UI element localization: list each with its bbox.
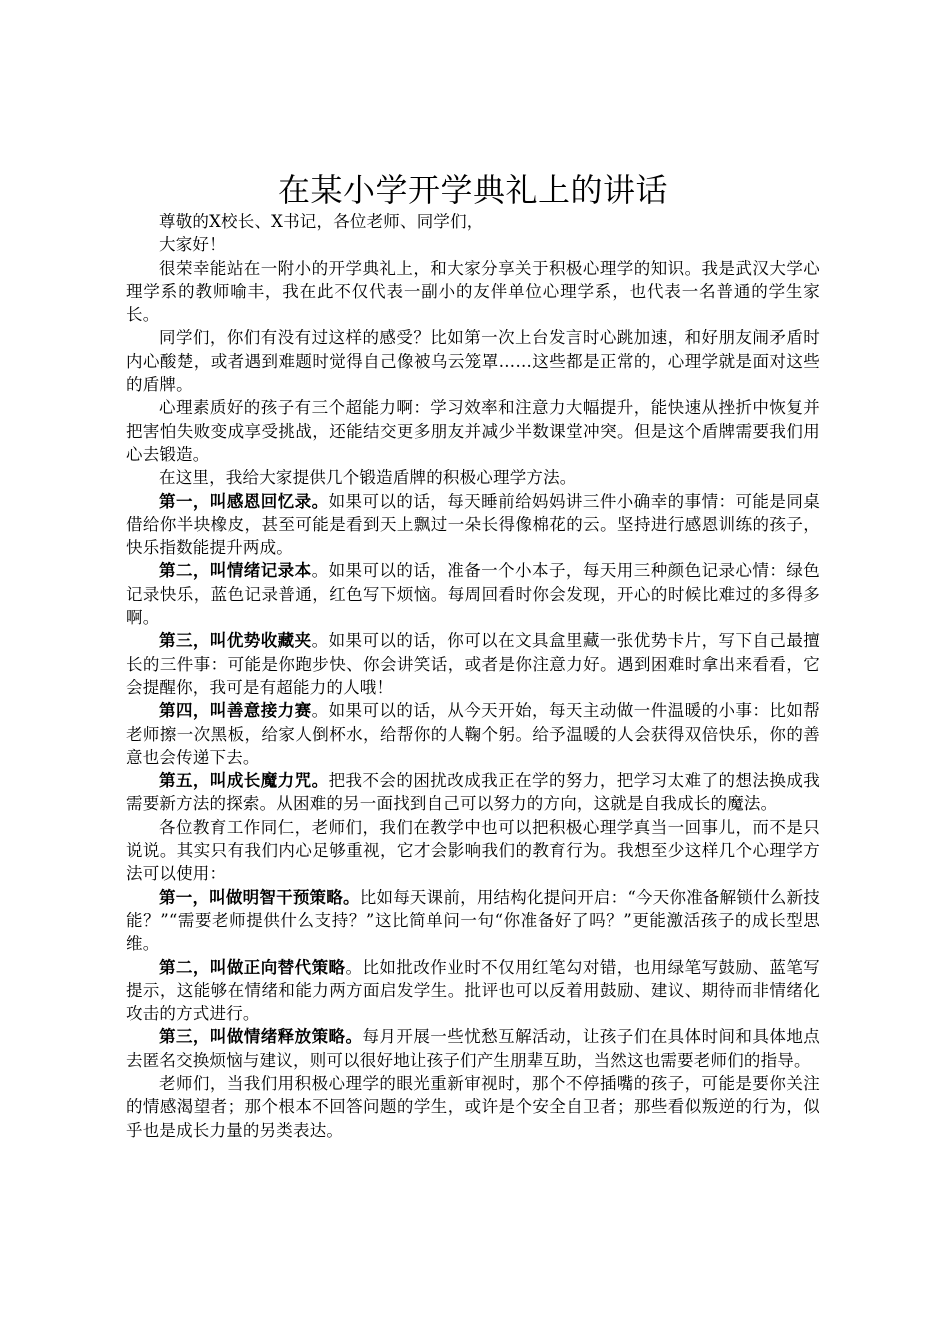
method-heading: 第三，叫优势收藏夹 — [159, 631, 312, 651]
method-text: 。如果可以的话，从今天开始，每天主动做一件温暖的小事：比如帮老师擦一次黑板，给家人倒杯水，给帮你的人鞠个躬。给予温暖的人会获得双倍快乐，你的善意也会传递下去。 — [126, 701, 821, 767]
method-text: 。如果可以的话，你可以在文具盒里藏一张优势卡片，写下自己最擅长的三件事：可能是你跑步快、你会讲笑话，或者是你注意力好。遇到困难时拿出来看看，它会提醒你，我可是有超能力的人哦！ — [126, 631, 821, 697]
strategy-text: 比如每天课前，用结构化提问开启：“今天你准备解锁什么新技能？”“需要老师提供什么支持？”这比简单问一句“你准备好了吗？”更能激活孩子的成长型思维。 — [126, 887, 820, 954]
document-title: 在某小学开学典礼上的讲话 — [277, 171, 668, 209]
method-text: 如果可以的话，每天睡前给妈妈讲三件小确幸的事情：可能是同桌借给你半块橡皮，甚至可能是看到天上飘过一朵长得像棉花的云。坚持进行感恩训练的孩子，快乐指数能提升两成。 — [126, 491, 821, 558]
teachers-intro-paragraph: 各位教育工作同仁，老师们，我们在教学中也可以把积极心理学真当一回事儿，而不是只说说。其实只有我们内心足够重视，它才会影响我们的教育行为。我想至少这样几个心理学方法可以使用： — [126, 817, 820, 884]
teacher-strategy-2 — [126, 956, 820, 1026]
salutation: 尊敬的X校长、X书记，各位老师、同学们， — [159, 212, 484, 231]
student-method-1 — [126, 490, 820, 560]
method-heading: 第一，叫感恩回忆录。 — [159, 491, 329, 511]
strategy-heading: 第三，叫做情绪释放策略。 — [159, 1027, 363, 1047]
strategy-text: 每月开展一些忧愁互解活动，让孩子们在具体时间和具体地点去匿名交换烦恼与建议，则可以很好地让孩子们产生朋辈互助，当然这也需要老师们的指导。 — [126, 1027, 820, 1070]
method-text: 。如果可以的话，准备一个小本子，每天用三种颜色记录心情：绿色记录快乐，蓝色记录普通，红色写下烦恼。每周回看时你会发现，开心的时候比难过的多得多啊。 — [126, 561, 821, 628]
superpower-paragraph: 心理素质好的孩子有三个超能力啊：学习效率和注意力大幅提升，能快速从挫折中恢复并把害怕失败变成享受挑战，还能结交更多朋友并减少半数课堂冲突。但是这个盾牌需要我们用心去锻造。 — [126, 398, 820, 464]
student-method-4 — [126, 699, 820, 769]
feelings-paragraph: 同学们，你们有没有过这样的感受？比如第一次上台发言时心跳加速，和好朋友闹矛盾时内心酸楚，或者遇到难题时觉得自己像被乌云笼罩……这些都是正常的，心理学就是面对这些的盾牌。 — [126, 328, 820, 395]
method-text: 把我不会的困扰改成我正在学的努力，把学习太难了的想法换成我需要新方法的探索。从困难的另一面找到自己可以努力的方向，这就是自我成长的魔法。 — [126, 771, 821, 814]
teacher-strategy-3 — [126, 1025, 820, 1072]
method-heading: 第五，叫成长魔力咒。 — [159, 771, 329, 791]
student-method-2 — [126, 559, 820, 629]
strategy-heading: 第二，叫做正向替代策略 — [159, 957, 346, 977]
teacher-strategy-1 — [126, 886, 820, 956]
methods-intro-paragraph: 在这里，我给大家提供几个锻造盾牌的积极心理学方法。 — [159, 468, 577, 488]
method-heading: 第四，叫善意接力赛 — [159, 701, 312, 721]
greeting: 大家好！ — [159, 235, 226, 255]
strategy-heading: 第一，叫做明智干预策略。 — [159, 887, 360, 907]
method-heading: 第二，叫情绪记录本 — [159, 561, 312, 581]
strategy-text: 。比如批改作业时不仅用红笔勾对错，也用绿笔写鼓励、蓝笔写提示，这能够在情绪和能力两方面启发学生。批评也可以反着用鼓励、建议、期待而非情绪化攻击的方式进行。 — [126, 957, 820, 1024]
closing-paragraph: 老师们，当我们用积极心理学的眼光重新审视时，那个不停插嘴的孩子，可能是要你关注的情感渴望者；那个根本不回答问题的学生，或许是个安全自卫者；那些看似叛逆的行为，似乎也是成长力量的另类表达。 — [126, 1073, 820, 1140]
student-method-5 — [126, 769, 820, 816]
student-method-3 — [126, 629, 820, 699]
intro-paragraph: 很荣幸能站在一附小的开学典礼上，和大家分享关于积极心理学的知识。我是武汉大学心理学系的教师喻丰，我在此不仅代表一副小的友伴单位心理学系，也代表一名普通的学生家长。 — [126, 258, 820, 325]
